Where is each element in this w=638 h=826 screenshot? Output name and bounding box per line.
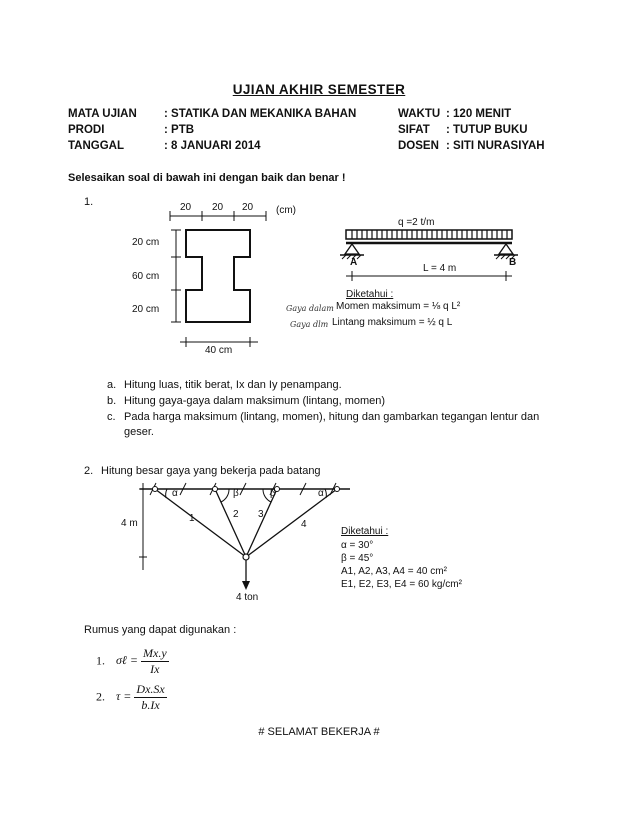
- q1-item-b-letter: b.: [107, 395, 117, 407]
- handwritten-note-1: Gaya dalam: [286, 304, 334, 313]
- formula-2-number: 2.: [96, 689, 105, 704]
- footer-text: # SELAMAT BEKERJA #: [258, 726, 380, 738]
- angle-beta-1: β: [233, 488, 239, 499]
- q1-item-c-text: Pada harga maksimum (lintang, momen), hitung dan gambarkan tegangan lentur dan: [124, 411, 540, 423]
- waktu-value: : 120 MENIT: [446, 108, 512, 120]
- support-a-label: A: [350, 257, 358, 268]
- q1-diketahui-moment: Momen maksimum = ⅛ q L²: [336, 301, 461, 312]
- tanggal-value: : 8 JANUARI 2014: [164, 140, 261, 152]
- load-label: 4 ton: [236, 592, 259, 603]
- q1-item-a-letter: a.: [107, 379, 117, 391]
- member-4-label: 4: [301, 519, 307, 530]
- member-1-label: 1: [189, 513, 195, 524]
- angle-alpha-1: α: [172, 488, 178, 499]
- formulas-heading: Rumus yang dapat digunakan :: [84, 624, 237, 636]
- section-unit: (cm): [276, 205, 296, 216]
- q2-diketahui-heading: Diketahui :: [341, 526, 389, 537]
- formula-1-denominator: Ix: [150, 662, 160, 676]
- formula-2-lhs: τ =: [116, 689, 132, 704]
- formula-2: [96, 682, 167, 713]
- prodi-label: PRODI: [68, 124, 105, 136]
- formula-2-denominator: b.Ix: [141, 698, 160, 712]
- sifat-label: SIFAT: [398, 124, 430, 136]
- q2-moduli-value: E1, E2, E3, E4 = 60 kg/cm²: [341, 579, 462, 590]
- left-dim-2: 60 cm: [132, 271, 160, 282]
- mata-ujian-value: : STATIKA DAN MEKANIKA BAHAN: [164, 108, 357, 120]
- formula-1-numerator: Mx.y: [143, 646, 167, 660]
- handwritten-note-2: Gaya dlm: [290, 320, 329, 329]
- angle-beta-2: β: [270, 488, 276, 499]
- beam-length-label: L = 4 m: [423, 263, 457, 274]
- formula-1: [96, 646, 169, 677]
- instruction-text: Selesaikan soal di bawah ini dengan baik dan benar !: [68, 172, 346, 184]
- top-dim-3: 20: [242, 202, 254, 213]
- q2-areas-value: A1, A2, A3, A4 = 40 cm²: [341, 566, 447, 577]
- support-b-label: B: [509, 257, 517, 268]
- dosen-label: DOSEN: [398, 140, 439, 152]
- q1-diketahui-heading: Diketahui :: [346, 289, 394, 300]
- formula-2-fraction: [134, 682, 166, 713]
- q2-beta-value: β = 45°: [341, 553, 374, 564]
- angle-alpha-2: α: [318, 488, 324, 499]
- top-dim-1: 20: [180, 202, 192, 213]
- formula-1-fraction: [141, 646, 169, 677]
- truss-height-label: 4 m: [121, 518, 138, 529]
- mata-ujian-label: MATA UJIAN: [68, 108, 137, 120]
- sifat-value: : TUTUP BUKU: [446, 124, 528, 136]
- member-2-label: 2: [233, 509, 239, 520]
- q1-item-c-letter: c.: [107, 411, 116, 423]
- beam-load-label: q =2 t/m: [398, 217, 435, 228]
- exam-title: UJIAN AKHIR SEMESTER: [232, 82, 406, 97]
- formula-2-numerator: Dx.Sx: [136, 682, 165, 696]
- q1-number: 1.: [84, 196, 94, 208]
- formula-1-lhs: σℓ =: [116, 653, 139, 668]
- member-3-label: 3: [258, 509, 264, 520]
- bottom-dim: 40 cm: [205, 345, 233, 356]
- q1-item-c-text-cont: geser.: [124, 426, 154, 438]
- q2-alpha-value: α = 30°: [341, 540, 374, 551]
- dosen-value: : SITI NURASIYAH: [446, 140, 545, 152]
- waktu-label: WAKTU: [398, 108, 441, 120]
- q1-item-a-text: Hitung luas, titik berat, Ix dan Iy penampang.: [124, 379, 342, 391]
- tanggal-label: TANGGAL: [68, 140, 125, 152]
- q1-item-b-text: Hitung gaya-gaya dalam maksimum (lintang, momen): [124, 395, 386, 407]
- prodi-value: : PTB: [164, 124, 195, 136]
- q2-number: 2.: [84, 465, 94, 477]
- formula-1-number: 1.: [96, 653, 105, 668]
- left-dim-3: 20 cm: [132, 304, 160, 315]
- top-dim-2: 20: [212, 202, 224, 213]
- q1-diketahui-shear: Lintang maksimum = ½ q L: [332, 317, 453, 328]
- left-dim-1: 20 cm: [132, 237, 160, 248]
- q2-text: Hitung besar gaya yang bekerja pada batang: [101, 465, 321, 477]
